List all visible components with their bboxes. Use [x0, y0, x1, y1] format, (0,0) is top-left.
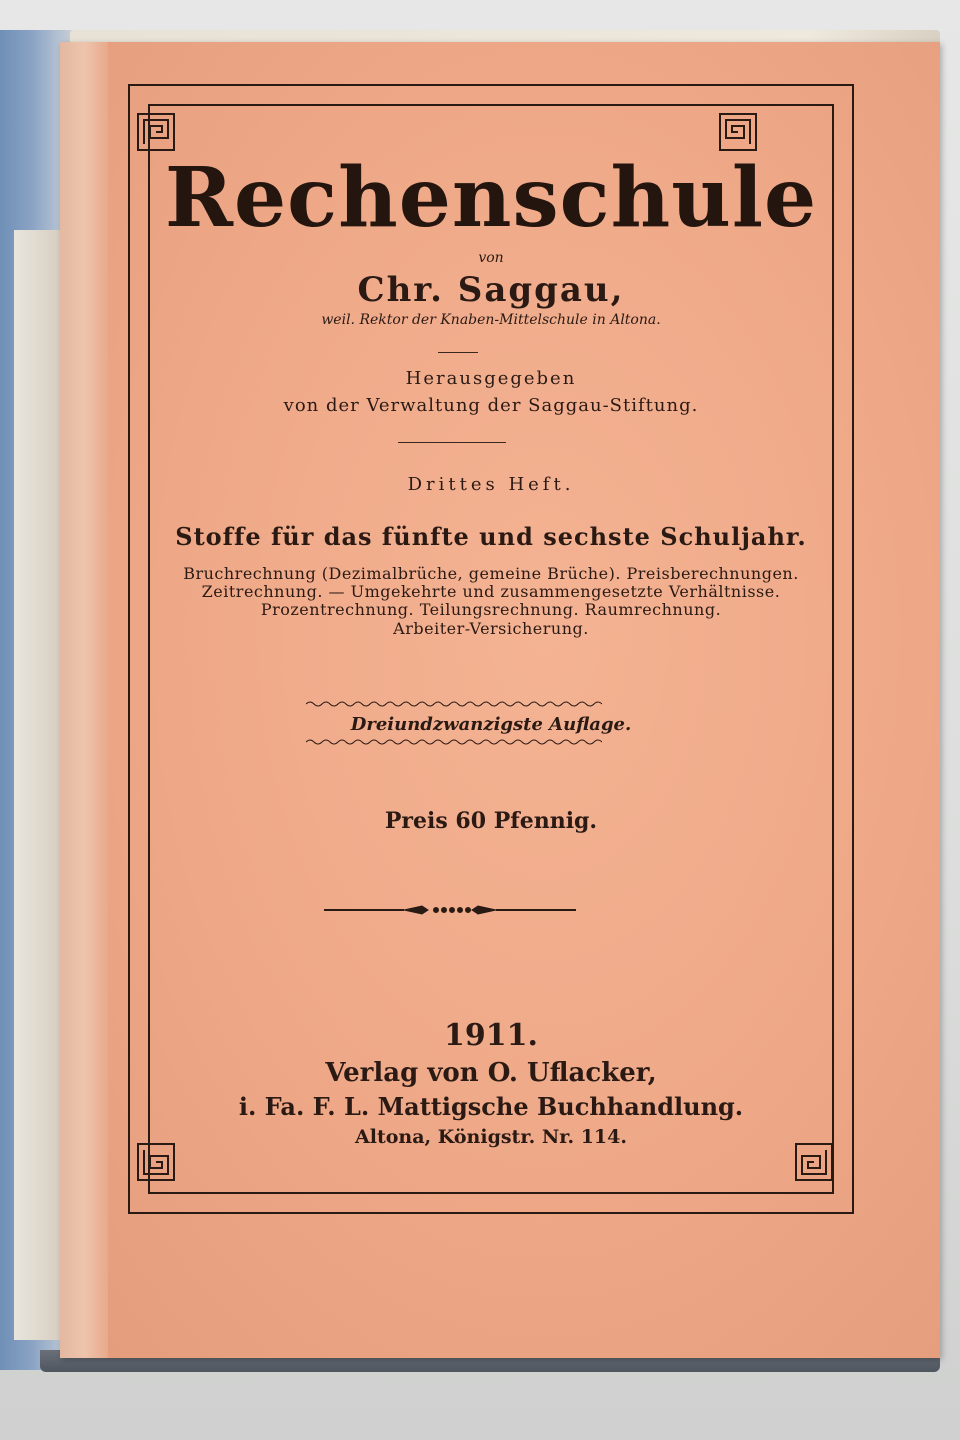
author-role: weil. Rektor der Knaben-Mittelschule in Altona. — [321, 312, 661, 328]
by-label: von — [478, 250, 504, 266]
topics-line: Bruchrechnung (Dezimalbrüche, gemeine Brüche). Preisberechnungen. — [183, 564, 799, 583]
volume-label: Drittes Heft. — [407, 474, 575, 495]
topics-line: Arbeiter-Versicherung. — [393, 619, 589, 638]
greek-key-corner-icon — [134, 110, 178, 154]
ornamental-divider-icon — [324, 900, 576, 920]
wavy-rule-top — [306, 700, 602, 708]
book-title: Rechenschule — [164, 150, 818, 246]
topics-line: Prozentrechnung. Teilungsrechnung. Raumrechnung. — [260, 600, 722, 619]
editor-line-2: von der Verwaltung der Saggau-Stiftung. — [283, 395, 699, 416]
publisher-address: Altona, Königstr. Nr. 114. — [355, 1126, 627, 1148]
edition-label: Dreiundzwanzigste Auflage. — [350, 714, 632, 735]
publisher-firm: i. Fa. F. L. Mattigsche Buchhandlung. — [238, 1092, 744, 1121]
spine-strip — [60, 42, 108, 1358]
publication-year: 1911. — [444, 1018, 538, 1053]
section-rule — [398, 442, 506, 443]
editor-line-1: Herausgegeben — [405, 368, 577, 389]
price-label: Preis 60 Pfennig. — [384, 808, 598, 834]
publisher-name: Verlag von O. Uflacker, — [325, 1058, 657, 1088]
greek-key-corner-icon — [716, 110, 760, 154]
short-rule — [438, 352, 478, 353]
wavy-rule-bottom — [306, 738, 602, 746]
subtitle: Stoffe für das fünfte und sechste Schuljahr. — [175, 522, 807, 551]
author-name: Chr. Saggau, — [357, 270, 625, 310]
topics-line: Zeitrechnung. — Umgekehrte und zusammengesetzte Verhältnisse. — [201, 582, 781, 601]
